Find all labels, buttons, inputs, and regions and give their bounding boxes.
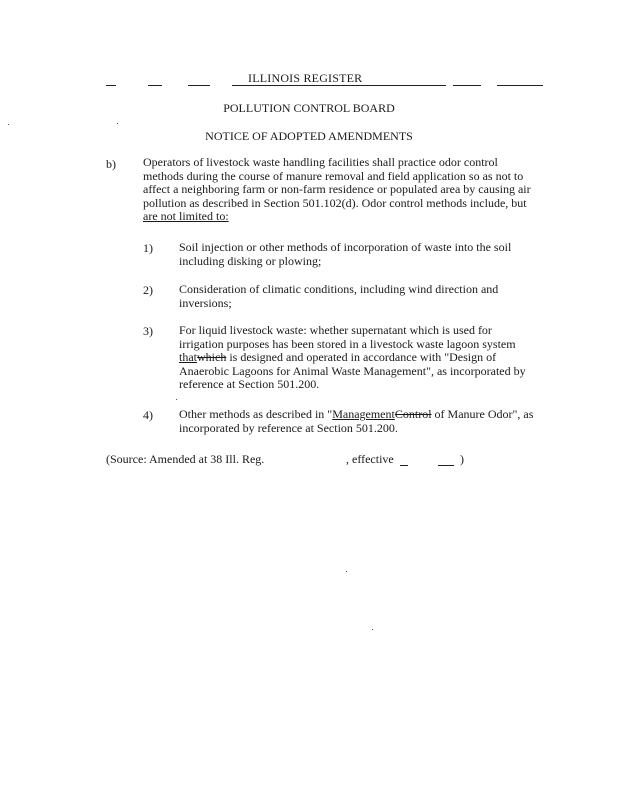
item-text-before: For liquid livestock waste: whether supernatant which is used for irrigation purposes has been stored in a livestock waste lagoon system [179, 323, 516, 351]
scan-speck [176, 399, 177, 400]
section-intro [143, 156, 536, 224]
header-rule [232, 85, 446, 86]
intro-text: Operators of livestock waste handling facilities shall practice odor control methods during the course of manure removal and field application so as not to affect a neighboring farm or non-farm residence or populated area by causing air pollution as described in Section 501.102(d). Odor control methods include, but [143, 155, 531, 210]
header-rule [148, 85, 162, 86]
section-label: b) [106, 157, 116, 171]
item-text-before: Other methods as described in " [179, 407, 333, 421]
inserted-text: Management [332, 407, 395, 421]
scan-speck [8, 124, 9, 125]
intro-underlined-text: are not limited to: [143, 209, 229, 224]
source-prefix: (Source: Amended at 38 Ill. Reg. [106, 452, 265, 466]
header-rule [106, 85, 116, 86]
inserted-text: that [179, 350, 197, 365]
scan-speck [117, 123, 118, 124]
item-text [179, 408, 534, 435]
item-text [179, 324, 534, 392]
item-text: Soil injection or other methods of incorporation of waste into the soil including disking or plowing; [179, 240, 512, 268]
deleted-text: Control [394, 407, 432, 421]
item-number: 4) [143, 408, 153, 422]
header-rule [188, 85, 210, 86]
item-text-after: of Manure Odor", as incorporated by reference at Section 501.200. [179, 407, 534, 435]
register-title: ILLINOIS REGISTER [248, 71, 363, 85]
item-text-after: is designed and operated in accordance with "Design of Anaerobic Lagoons for Animal Waste Management", as incorporated by reference at Section 501.200. [179, 350, 526, 392]
deleted-text: which [197, 350, 227, 365]
agency-title: POLLUTION CONTROL BOARD [223, 101, 395, 115]
scan-speck [346, 571, 347, 572]
notice-title: NOTICE OF ADOPTED AMENDMENTS [205, 129, 413, 143]
item-number: 2) [143, 283, 153, 297]
source-close: ) [460, 452, 464, 466]
item-number: 1) [143, 241, 153, 255]
header-rule [453, 85, 481, 86]
blank-rule [438, 465, 454, 466]
scan-speck [372, 629, 373, 630]
item-text: Consideration of climatic conditions, including wind direction and inversions; [179, 282, 499, 310]
source-effective: , effective [346, 452, 394, 466]
header-rule [497, 85, 543, 86]
item-number: 3) [143, 324, 153, 338]
blank-rule [400, 465, 408, 466]
